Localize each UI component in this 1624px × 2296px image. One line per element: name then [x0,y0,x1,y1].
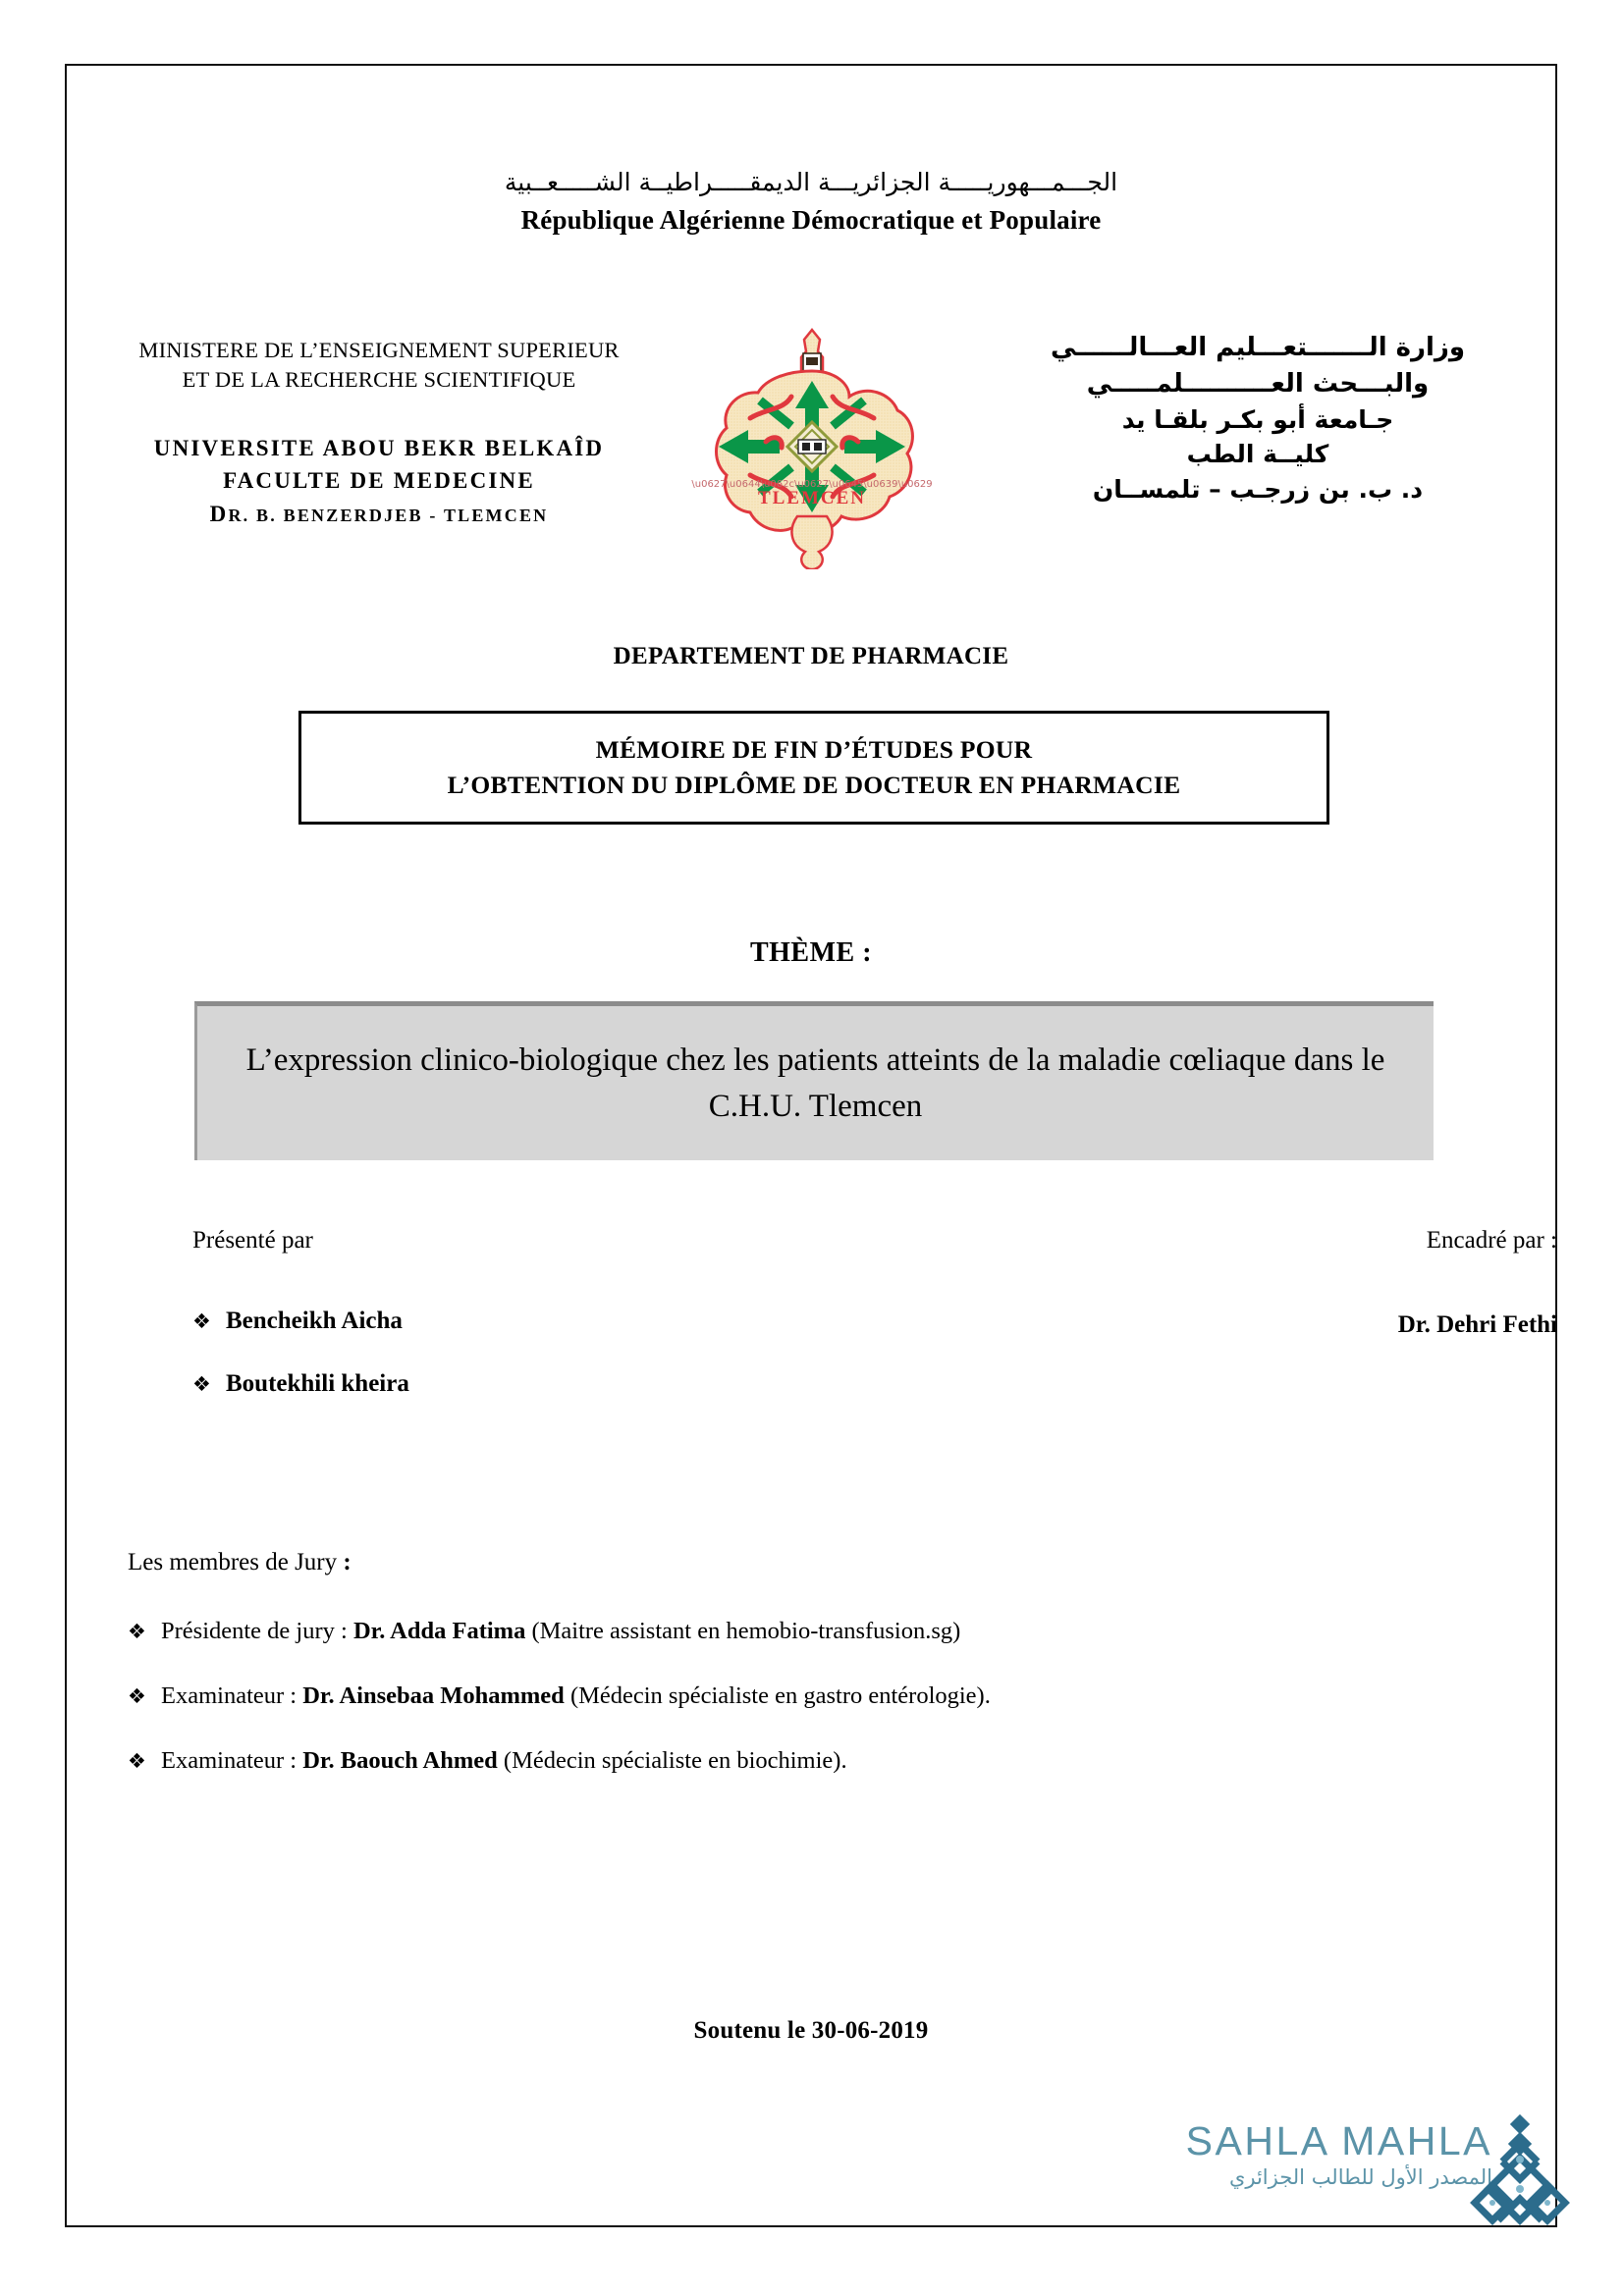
arabic-faculty-location: د. ب. بن زرجـب – تلمســان [1092,474,1424,504]
university-block [84,432,674,530]
watermark-title: SAHLA MAHLA [1185,2118,1492,2163]
jury-area [65,1549,1557,1810]
arabic-ministry-line-1: وزارة الـــــــتعـــليم العـــالــــــي [1050,333,1466,362]
jury-member [161,1745,847,1777]
ministry-block [84,336,674,394]
author-list [192,1308,821,1433]
ministry-line-1: MINISTERE DE L’ENSEIGNEMENT SUPERIEUR [138,338,620,362]
svg-text:\u0627\u0644\u062c\u0627\u0645: \u0627\u0644\u062c\u0627\u0645\u0639\u0629 [691,479,933,490]
jury-member-name: Dr. Baouch Ahmed [302,1746,498,1774]
faculty-location [84,498,674,530]
jury-member [161,1616,960,1647]
faculty-name: FACULTE DE MEDECINE [223,468,535,494]
department-title: DEPARTEMENT DE PHARMACIE [613,643,1009,669]
jury-member-specialty: (Médecin spécialiste en gastro entérologie). [564,1682,991,1709]
arabic-ministry-line-2: والبـــحث العــــــــــلمـــــي [1086,368,1430,399]
diploma-line-1: MÉMOIRE DE FIN D’ÉTUDES POUR [595,734,1033,764]
supervised-by-label: Encadré par : [1426,1227,1557,1254]
jury-member-role: Examinateur : [161,1746,303,1774]
watermark-text [1100,2120,1492,2189]
watermark-ornament-icon [1469,2112,1571,2242]
list-item [128,1681,1557,1712]
arabic-institution-block [968,330,1547,507]
ministry-line-2: ET DE LA RECHERCHE SCIENTIFIQUE [182,366,576,392]
institution-header [65,324,1557,579]
jury-heading-text: Les membres de Jury [128,1549,344,1575]
theme-box [194,1001,1434,1160]
faculty-location-rest: R. B. BENZERDJEB - TLEMCEN [228,505,549,525]
arabic-faculty-name: كليــة الطب [1186,440,1329,469]
jury-member-name: Dr. Ainsebaa Mohammed [302,1682,565,1709]
svg-text:TLEMCEN: TLEMCEN [757,488,867,508]
supervisor-name: Dr. Dehri Fethi [1397,1311,1557,1338]
list-item [128,1616,1557,1647]
authors-area [65,1227,1557,1492]
list-item [128,1745,1557,1777]
university-name: UNIVERSITE ABOU BEKR BELKAÎD [153,436,605,460]
diploma-box [298,711,1329,825]
bullet-diamond-icon: ❖ [128,1683,146,1708]
theme-title: L’expression clinico-biologique chez les patients atteints de la maladie cœliaque dans le C.H.U. Tlemcen [245,1041,1385,1124]
jury-member [161,1681,991,1712]
defense-date: Soutenu le 30-06-2019 [693,2017,929,2044]
university-tlemcen-emblem-icon [689,324,935,569]
watermark-subtitle: المصدر الأول للطالب الجزائري [1228,2165,1492,2190]
theme-label: THÈME : [749,937,873,968]
jury-member-specialty: (Médecin spécialiste en biochimie). [497,1746,847,1774]
jury-heading-colon: : [343,1549,352,1575]
jury-member-specialty: (Maitre assistant en hemobio-transfusion.sg) [525,1618,961,1644]
diploma-line-2: L’OBTENTION DU DIPLÔME DE DOCTEUR EN PHARMACIE [447,771,1181,799]
author-name: Bencheikh Aicha [226,1308,403,1334]
national-header-french: République Algérienne Démocratique et Populaire [520,204,1102,235]
jury-list [65,1616,1557,1777]
bullet-diamond-icon: ❖ [192,1309,211,1333]
faculty-location-prefix: D [209,501,229,526]
jury-member-role: Présidente de jury : [161,1618,353,1644]
author-name: Boutekhili kheira [226,1370,409,1397]
list-item [192,1370,821,1398]
bullet-diamond-icon: ❖ [128,1620,146,1643]
national-header [65,167,1557,236]
arabic-university-name: جـامعة أبو بكـر بلقـا يد [1121,404,1394,434]
national-header-arabic: الجـــمـــهوريـــــة الجزائريـــة الديمقـــــراطيــة الشـــــعــبية [504,168,1118,196]
bullet-diamond-icon: ❖ [192,1372,211,1396]
jury-heading [128,1549,1557,1576]
presented-by-label: Présenté par [192,1227,313,1254]
jury-member-name: Dr. Adda Fatima [352,1618,526,1644]
bullet-diamond-icon: ❖ [128,1748,146,1773]
list-item [192,1308,821,1335]
watermark-sahla-mahla [1100,2120,1571,2253]
jury-member-role: Examinateur : [161,1682,303,1709]
